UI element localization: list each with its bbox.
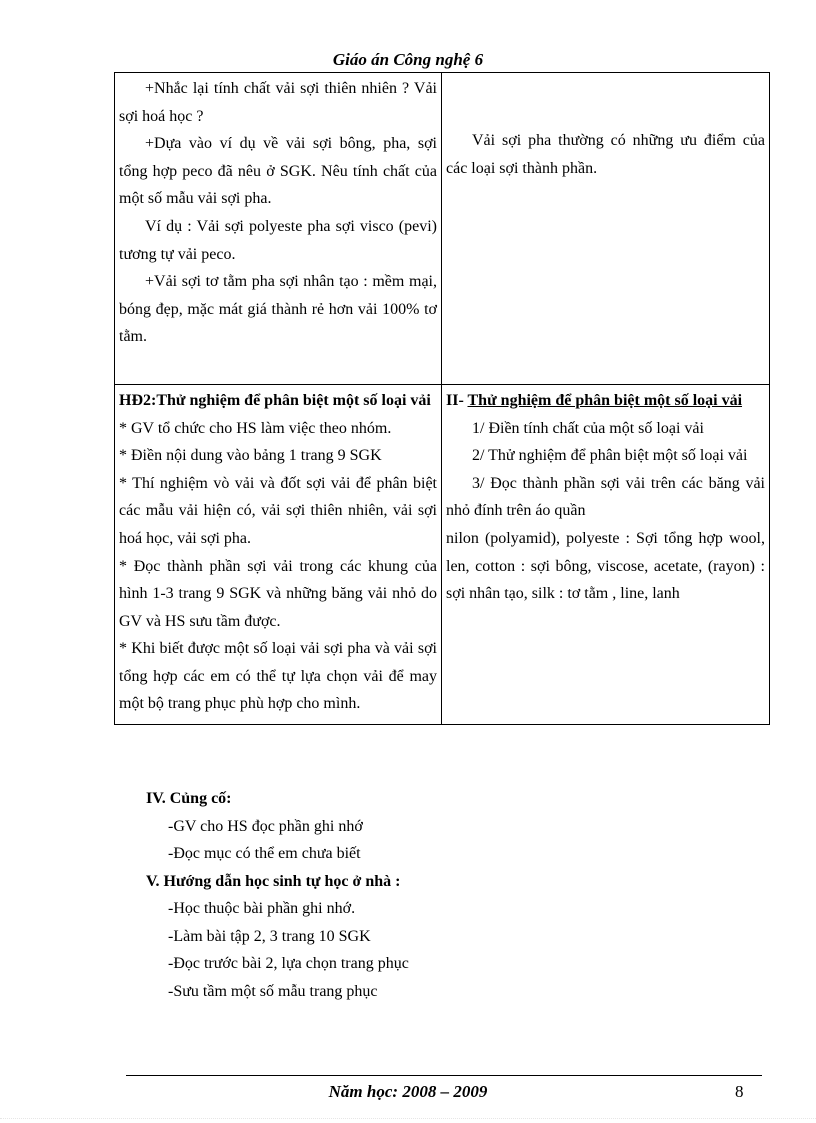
homework-item: -Làm bài tập 2, 3 trang 10 SGK <box>168 928 371 945</box>
homework-item: -Đọc trước bài 2, lựa chọn trang phục <box>168 955 409 972</box>
page-header-title: Giáo án Công nghệ 6 <box>332 50 484 69</box>
activity-item: * Thí nghiệm vò vải và đốt sợi vải để phân biệt các mẫu vải hiện có, vải sợi thiên nhiên, vải sợi hoá học, vải sợi pha. <box>119 474 437 547</box>
activity-paragraph: Ví dụ : Vải sợi polyeste pha sợi visco (pevi) tương tự vải peco. <box>119 217 437 263</box>
content-item: 2/ Thử nghiệm để phân biệt một số loại vải <box>472 447 748 465</box>
activity-cell <box>115 384 442 724</box>
lesson-table <box>114 72 770 725</box>
homework-item: -Học thuộc bài phần ghi nhớ. <box>168 900 356 917</box>
activity-item: * GV tổ chức cho HS làm việc theo nhóm. <box>119 419 392 437</box>
activity-item: * Đọc thành phần sợi vải trong các khung của hình 1-3 trang 9 SGK và những băng vải nhỏ do GV và HS sưu tầm được. <box>119 557 437 630</box>
activity-paragraph: +Nhắc lại tính chất vải sợi thiên nhiên ? Vải sợi hoá học ? <box>119 80 437 125</box>
footer-divider <box>126 1075 762 1076</box>
page-bottom-dotted-rule <box>0 1118 816 1119</box>
content-cell <box>442 384 770 724</box>
footer-school-year: Năm học: 2008 – 2009 <box>328 1082 488 1101</box>
consolidation-item: -Đọc mục có thể em chưa biết <box>168 845 361 862</box>
table-row <box>115 384 770 724</box>
page-number: 8 <box>735 1082 744 1101</box>
table-row <box>115 73 770 385</box>
content-heading-prefix: II- <box>446 391 468 409</box>
content-item: 1/ Điền tính chất của một số loại vải <box>472 419 704 437</box>
content-heading-text: Thử nghiệm để phân biệt một số loại vải <box>467 391 743 409</box>
activity-cell <box>115 73 442 385</box>
content-item: 3/ Đọc thành phần sợi vải trên các băng vải nhỏ đính trên áo quần <box>446 474 765 520</box>
homework-heading: V. Hướng dẫn học sinh tự học ở nhà : <box>146 873 401 890</box>
content-item: nilon (polyamid), polyeste : Sợi tổng hợp wool, len, cotton : sợi bông, viscose, acetate, (rayon) : sợi nhân tạo, silk : tơ tằm , line, lanh <box>446 529 765 603</box>
content-paragraph: Vải sợi pha thường có những ưu điểm của các loại sợi thành phần. <box>446 132 765 177</box>
activity-item: * Điền nội dung vào bảng 1 trang 9 SGK <box>119 447 382 465</box>
activity-heading: HĐ2:Thử nghiệm để phân biệt một số loại vải <box>119 391 431 409</box>
activity-item: * Khi biết được một số loại vải sợi pha và vải sợi tổng hợp các em có thể tự lựa chọn vải để may một bộ trang phục phù hợp cho mình. <box>119 640 437 713</box>
consolidation-item: -GV cho HS đọc phần ghi nhớ <box>168 818 363 835</box>
activity-paragraph: +Dựa vào ví dụ về vải sợi bông, pha, sợi tổng hợp peco đã nêu ở SGK. Nêu tính chất của một số mẫu vải sợi pha. <box>119 135 437 208</box>
content-cell <box>442 73 770 385</box>
homework-item: -Sưu tầm một số mẫu trang phục <box>168 983 378 1000</box>
activity-paragraph: +Vải sợi tơ tằm pha sợi nhân tạo : mềm mại, bóng đẹp, mặc mát giá thành rẻ hơn vải 100% tơ tằm. <box>119 273 437 346</box>
content-heading <box>446 387 765 415</box>
consolidation-heading: IV. Củng cố: <box>146 790 232 807</box>
